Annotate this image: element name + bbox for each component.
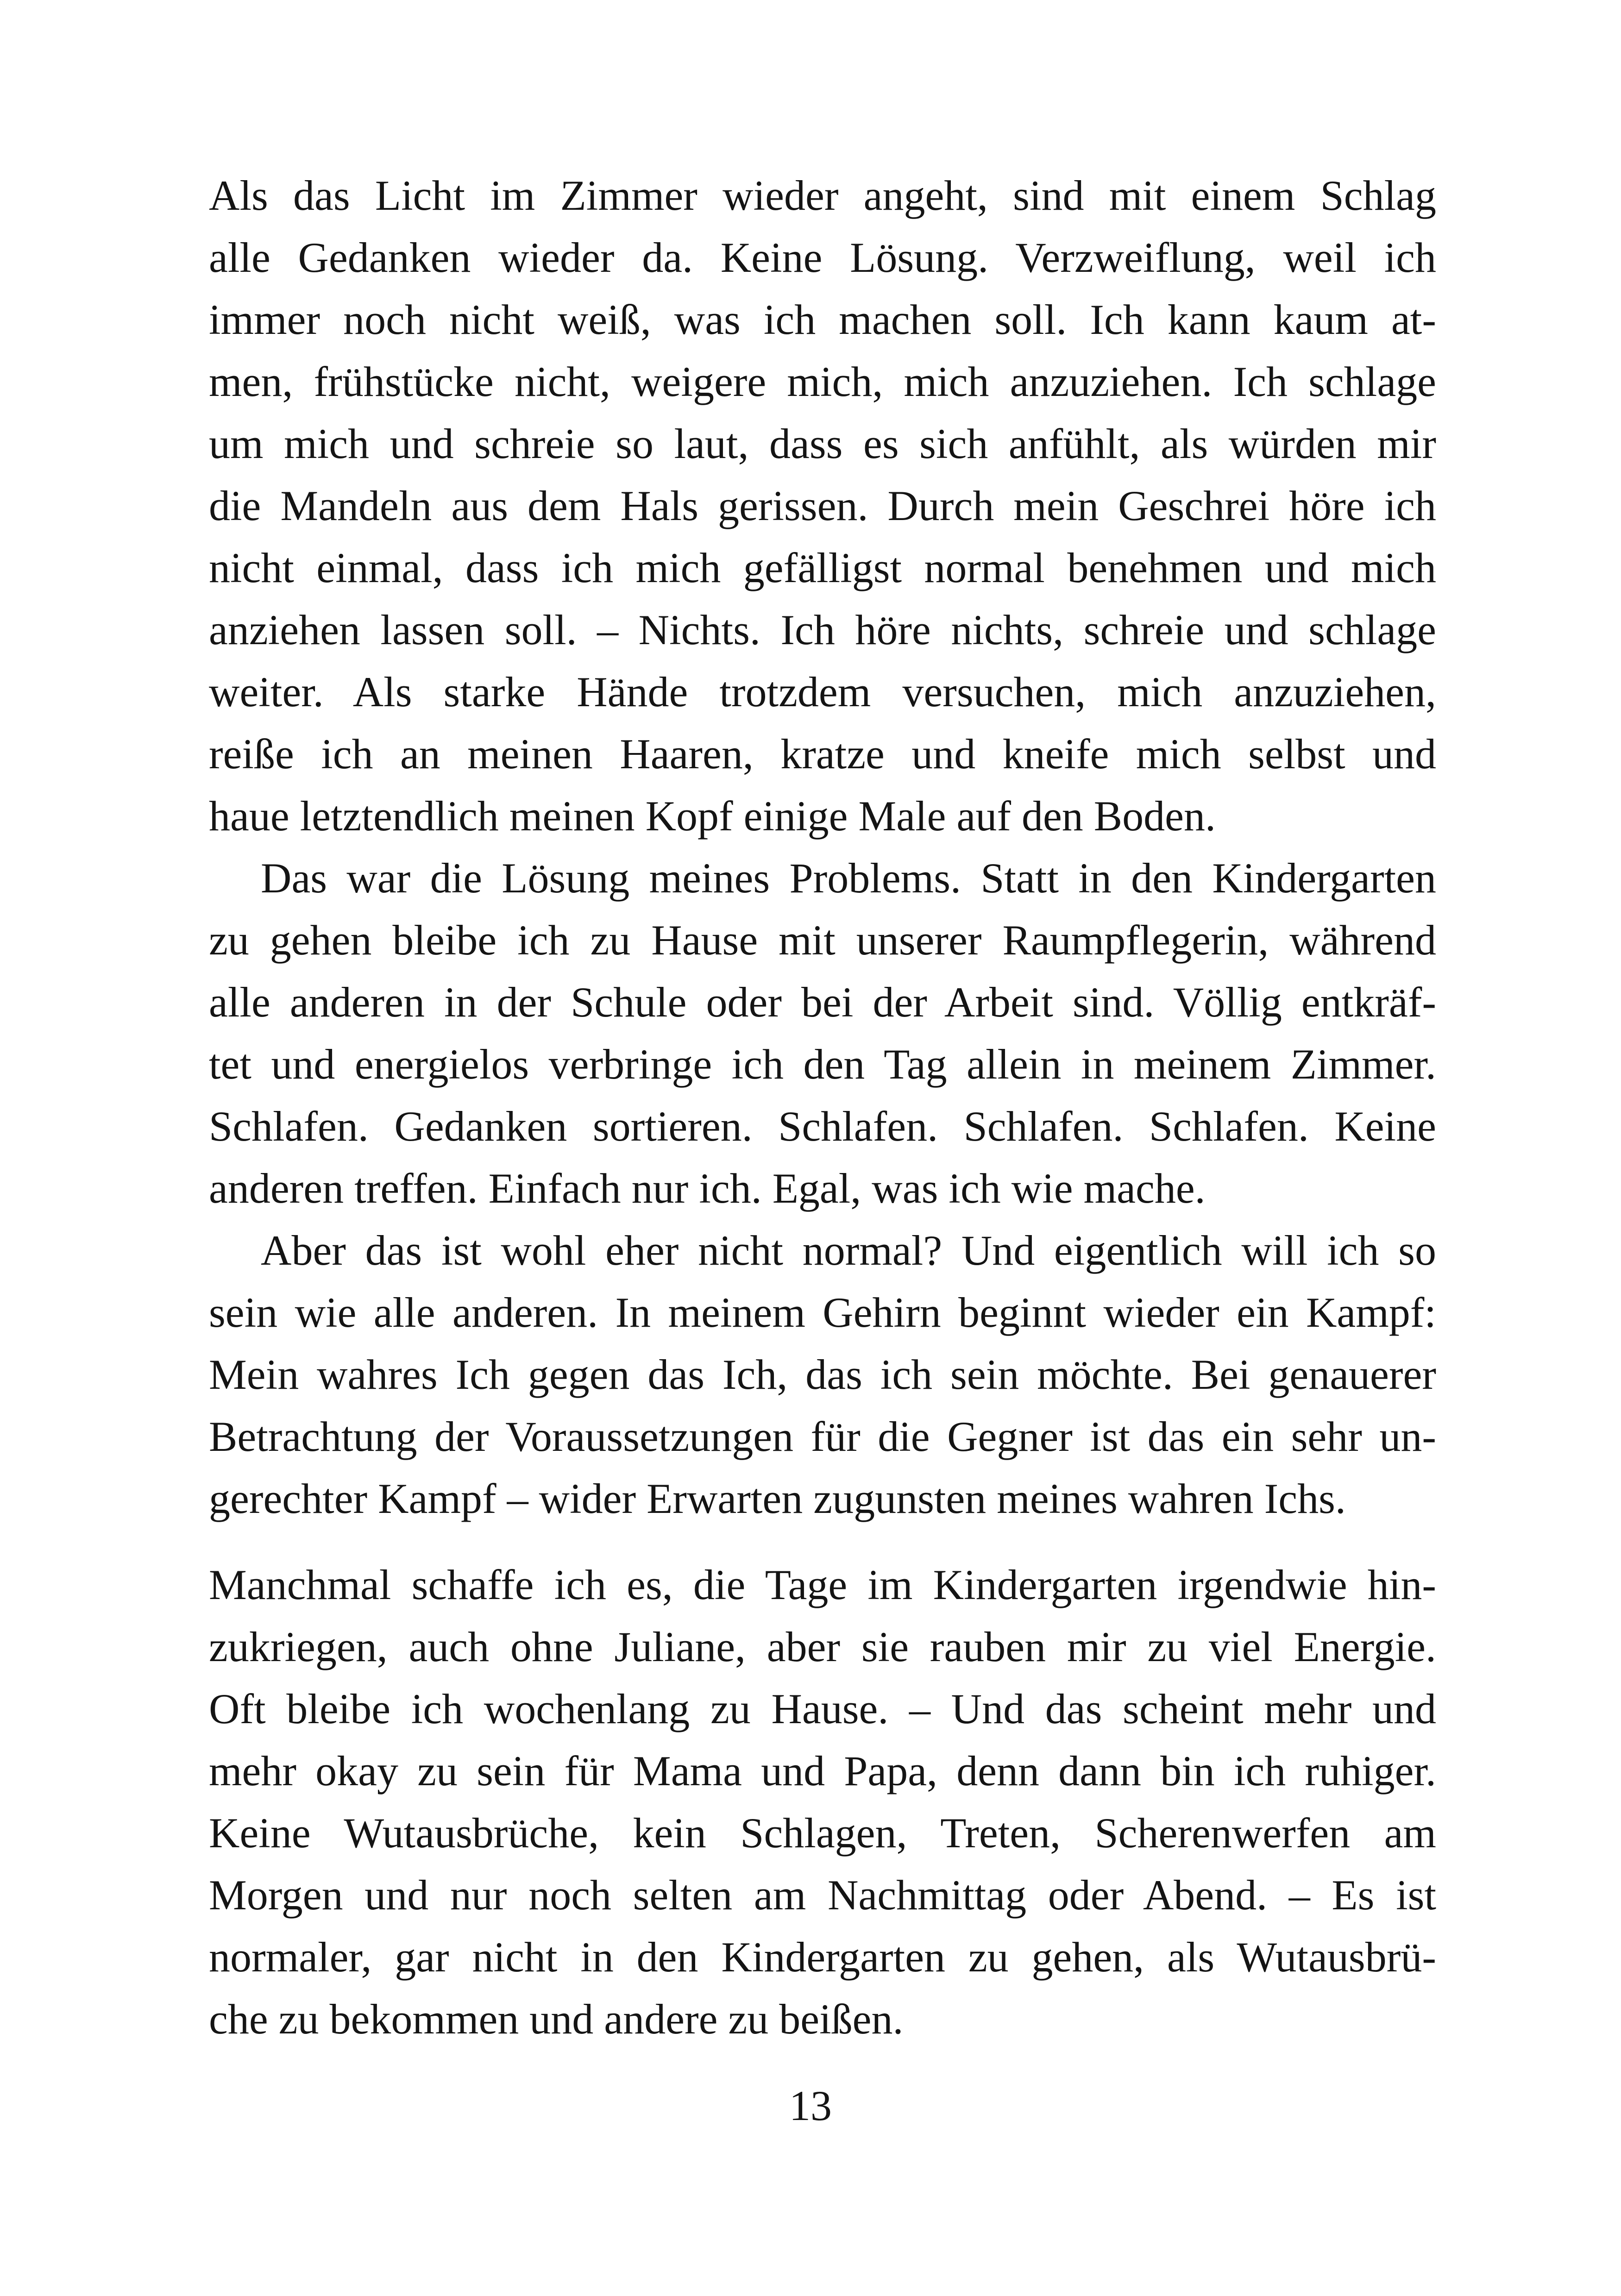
text-line: weiter. Als starke Hände trotzdem versuchen, mich anzuziehen, (209, 668, 1436, 715)
text-line: Als das Licht im Zimmer wieder angeht, sind mit einem Schlag (209, 172, 1436, 219)
text-line: anziehen lassen soll. – Nichts. Ich höre nichts, schreie und schlage (209, 606, 1436, 653)
text-line: men, frühstücke nicht, weigere mich, mich anzuziehen. Ich schlage (209, 358, 1436, 405)
text-line: Keine Wutausbrüche, kein Schlagen, Treten, Scherenwerfen am (209, 1809, 1436, 1857)
text-line: normaler, gar nicht in den Kindergarten zu gehen, als Wutausbrü- (209, 1933, 1436, 1981)
text-line: Schlafen. Gedanken sortieren. Schlafen. Schlafen. Schlafen. Keine (209, 1103, 1436, 1150)
text-line: anderen treffen. Einfach nur ich. Egal, was ich wie mache. (209, 1165, 1206, 1212)
text-line: zukriegen, auch ohne Juliane, aber sie rauben mir zu viel Energie. (209, 1623, 1436, 1670)
text-line: Betrachtung der Voraussetzungen für die Gegner ist das ein sehr un- (209, 1413, 1436, 1460)
page-number: 13 (789, 2082, 832, 2129)
text-line: Manchmal schaffe ich es, die Tage im Kindergarten irgendwie hin- (209, 1561, 1436, 1608)
text-line: sein wie alle anderen. In meinem Gehirn beginnt wieder ein Kampf: (209, 1289, 1436, 1336)
text-line: Das war die Lösung meines Problems. Statt in den Kindergarten (261, 854, 1436, 902)
text-line: Mein wahres Ich gegen das Ich, das ich sein möchte. Bei genauerer (209, 1351, 1436, 1398)
text-line: nicht einmal, dass ich mich gefälligst normal benehmen und mich (209, 544, 1436, 591)
text-line: mehr okay zu sein für Mama und Papa, denn dann bin ich ruhiger. (209, 1747, 1436, 1794)
text-line: che zu bekommen und andere zu beißen. (209, 1995, 904, 2043)
text-line: haue letztendlich meinen Kopf einige Male auf den Boden. (209, 792, 1216, 840)
text-line: gerechter Kampf – wider Erwarten zugunsten meines wahren Ichs. (209, 1475, 1346, 1522)
text-line: tet und energielos verbringe ich den Tag allein in meinem Zimmer. (209, 1041, 1436, 1088)
text-line: Morgen und nur noch selten am Nachmittag oder Abend. – Es ist (209, 1871, 1436, 1919)
text-line: reiße ich an meinen Haaren, kratze und kneife mich selbst und (209, 730, 1436, 778)
text-line: alle anderen in der Schule oder bei der Arbeit sind. Völlig entkräf- (209, 979, 1436, 1026)
text-line: zu gehen bleibe ich zu Hause mit unserer Raumpflegerin, während (209, 916, 1436, 964)
text-line: Oft bleibe ich wochenlang zu Hause. – Und das scheint mehr und (209, 1685, 1436, 1732)
text-line: Aber das ist wohl eher nicht normal? Und eigentlich will ich so (261, 1227, 1436, 1274)
text-line: immer noch nicht weiß, was ich machen soll. Ich kann kaum at- (209, 296, 1436, 343)
text-section-1 (209, 164, 1436, 1530)
text-line: die Mandeln aus dem Hals gerissen. Durch mein Geschrei höre ich (209, 482, 1436, 529)
text-section-2 (209, 1554, 1436, 2050)
text-line: alle Gedanken wieder da. Keine Lösung. Verzweiflung, weil ich (209, 234, 1436, 281)
text-line: um mich und schreie so laut, dass es sich anfühlt, als würden mir (209, 420, 1436, 467)
